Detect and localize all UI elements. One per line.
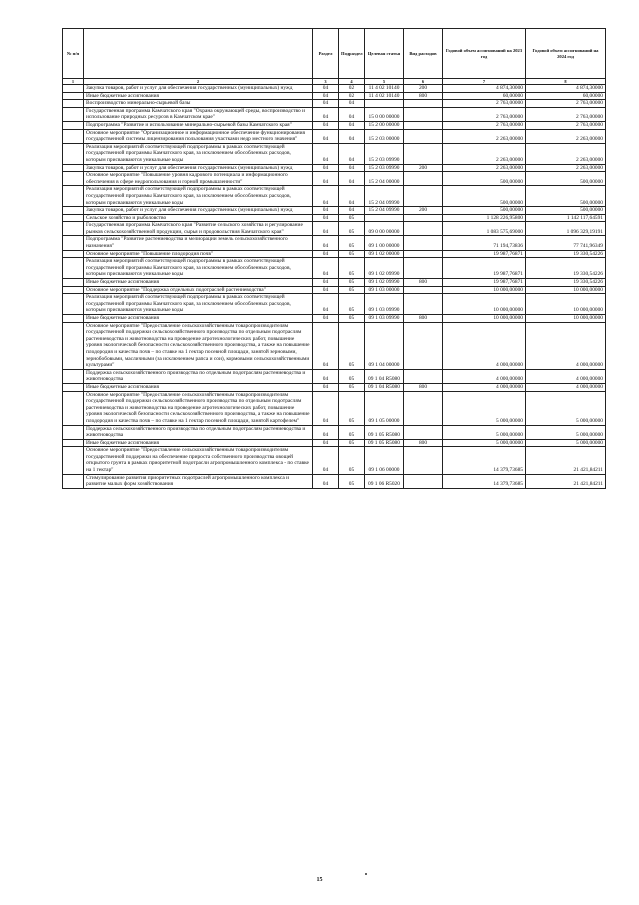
amount-2024-cell: 2 263,00000 xyxy=(526,164,606,172)
amount-2024-cell: 21 421,84211 xyxy=(526,447,606,474)
table-row xyxy=(63,186,606,207)
expense-type-cell xyxy=(404,143,443,164)
table-row xyxy=(63,286,606,294)
header-expense-type: Вид расходов xyxy=(404,29,443,79)
target-article-cell: 09 1 04 00000 xyxy=(365,322,404,369)
table-row xyxy=(63,100,606,108)
header-num: № п/п xyxy=(63,29,84,79)
row-name-cell: Иные бюджетные ассигнования xyxy=(84,92,313,100)
table-row xyxy=(63,236,606,250)
subsection-cell: 04 xyxy=(339,207,365,215)
subsection-cell: 04 xyxy=(339,129,365,143)
section-cell: 04 xyxy=(313,322,339,369)
row-number-cell xyxy=(63,121,84,129)
expense-type-cell xyxy=(404,186,443,207)
subsection-cell: 05 xyxy=(339,447,365,474)
subsection-cell: 05 xyxy=(339,369,365,383)
target-article-cell: 15 2 03 09990 xyxy=(365,143,404,164)
row-number-cell xyxy=(63,250,84,258)
budget-table xyxy=(62,28,606,489)
expense-type-cell xyxy=(404,100,443,108)
amount-2023-cell: 10 000,00000 xyxy=(443,294,526,315)
amount-2024-cell: 10 000,00000 xyxy=(526,286,606,294)
target-article-cell: 09 1 02 09990 xyxy=(365,258,404,279)
section-cell: 04 xyxy=(313,447,339,474)
section-cell: 04 xyxy=(313,186,339,207)
amount-2024-cell: 4 000,00000 xyxy=(526,322,606,369)
section-cell: 04 xyxy=(313,92,339,100)
table-row xyxy=(63,164,606,172)
col-number: 2 xyxy=(84,79,313,85)
table-row xyxy=(63,322,606,369)
target-article-cell: 09 1 03 09990 xyxy=(365,294,404,315)
scan-dot xyxy=(365,873,367,875)
table-row xyxy=(63,172,606,186)
row-name-cell: Иные бюджетные ассигнования xyxy=(84,279,313,287)
expense-type-cell xyxy=(404,107,443,121)
expense-type-cell xyxy=(404,322,443,369)
row-name-cell: Иные бюджетные ассигнования xyxy=(84,383,313,391)
amount-2024-cell: 5 000,00000 xyxy=(526,439,606,447)
amount-2024-cell: 1 142 117,64591 xyxy=(526,214,606,222)
table-row xyxy=(63,85,606,93)
amount-2023-cell: 2 263,00000 xyxy=(443,143,526,164)
target-article-cell: 09 1 06 00000 xyxy=(365,447,404,474)
target-article-cell: 09 1 00 00000 xyxy=(365,236,404,250)
row-number-cell xyxy=(63,222,84,236)
row-number-cell xyxy=(63,236,84,250)
expense-type-cell xyxy=(404,250,443,258)
amount-2023-cell: 4 000,00000 xyxy=(443,383,526,391)
section-cell: 04 xyxy=(313,315,339,323)
section-cell: 04 xyxy=(313,143,339,164)
amount-2023-cell: 4 874,30000 xyxy=(443,85,526,93)
header-amount-2023: Годовой объем ассигнований на 2023 год xyxy=(443,29,526,79)
col-number: 1 xyxy=(63,79,84,85)
row-name-cell: Иные бюджетные ассигнования xyxy=(84,439,313,447)
expense-type-cell xyxy=(404,214,443,222)
amount-2023-cell: 4 000,00000 xyxy=(443,369,526,383)
section-cell: 04 xyxy=(313,250,339,258)
amount-2023-cell: 10 000,00000 xyxy=(443,286,526,294)
section-cell: 04 xyxy=(313,383,339,391)
target-article-cell: 09 1 06 R5020 xyxy=(365,474,404,488)
row-name-cell: Реализация мероприятий соответствующей подпрограммы в рамках соответствующей государственной программы Камчатского края, за исключением обособленных расходов, которым присваиваются уникальные коды xyxy=(84,186,313,207)
subsection-cell: 04 xyxy=(339,172,365,186)
target-article-cell: 15 2 04 09990 xyxy=(365,207,404,215)
subsection-cell: 05 xyxy=(339,315,365,323)
row-number-cell xyxy=(63,85,84,93)
section-cell: 04 xyxy=(313,121,339,129)
subsection-cell: 04 xyxy=(339,100,365,108)
expense-type-cell xyxy=(404,172,443,186)
amount-2024-cell: 21 421,84211 xyxy=(526,474,606,488)
subsection-cell: 05 xyxy=(339,222,365,236)
row-name-cell: Закупка товаров, работ и услуг для обеспечения государственных (муниципальных) нужд xyxy=(84,164,313,172)
amount-2024-cell: 19 330,54226 xyxy=(526,279,606,287)
subsection-cell: 04 xyxy=(339,186,365,207)
amount-2024-cell: 1 096 329,19191 xyxy=(526,222,606,236)
amount-2023-cell: 19 987,76871 xyxy=(443,279,526,287)
row-number-cell xyxy=(63,286,84,294)
amount-2024-cell: 19 330,54226 xyxy=(526,250,606,258)
table-row xyxy=(63,207,606,215)
target-article-cell: 15 2 00 00000 xyxy=(365,121,404,129)
expense-type-cell xyxy=(404,391,443,425)
amount-2024-cell: 500,00000 xyxy=(526,186,606,207)
header-target-article: Целевая статья xyxy=(365,29,404,79)
target-article-cell: 09 1 02 00000 xyxy=(365,250,404,258)
section-cell: 04 xyxy=(313,425,339,439)
amount-2023-cell: 2 763,00000 xyxy=(443,107,526,121)
row-name-cell: Поддержка сельскохозяйственного производства по отдельным подотраслям растениеводства и животноводства xyxy=(84,425,313,439)
amount-2024-cell: 2 763,00000 xyxy=(526,121,606,129)
row-name-cell: Воспроизводство минерально-сырьевой базы xyxy=(84,100,313,108)
expense-type-cell: 200 xyxy=(404,207,443,215)
amount-2024-cell: 4 000,00000 xyxy=(526,383,606,391)
expense-type-cell xyxy=(404,236,443,250)
section-cell: 04 xyxy=(313,172,339,186)
table-row xyxy=(63,222,606,236)
amount-2023-cell: 1 083 575,69000 xyxy=(443,222,526,236)
section-cell: 04 xyxy=(313,391,339,425)
amount-2024-cell: 2 763,00000 xyxy=(526,107,606,121)
row-name-cell: Основное мероприятие "Предоставление сельскохозяйственным товаропроизводителям государственной поддержки сельскохозяйственного производства по отдельным подотраслям растениеводства и животноводства на проведение агротехнологических работ, повышение уровня экологической безопасности сельскохозяйственного производства, а также на повышение плодородия и качества почв – по ставке на 1 гектар посевной площади, занятой зерновыми, зернобобовыми, масличными (за исключением рапса и сои), кормовыми сельскохозяйственными культурами" xyxy=(84,322,313,369)
expense-type-cell xyxy=(404,369,443,383)
target-article-cell: 09 0 00 00000 xyxy=(365,222,404,236)
target-article-cell xyxy=(365,214,404,222)
row-name-cell: Иные бюджетные ассигнования xyxy=(84,315,313,323)
table-row xyxy=(63,92,606,100)
row-number-cell xyxy=(63,186,84,207)
expense-type-cell xyxy=(404,474,443,488)
row-number-cell xyxy=(63,383,84,391)
section-cell: 04 xyxy=(313,258,339,279)
target-article-cell: 15 0 00 00000 xyxy=(365,107,404,121)
amount-2023-cell: 60,00000 xyxy=(443,92,526,100)
row-name-cell: Реализация мероприятий соответствующей подпрограммы в рамках соответствующей государственной программы Камчатского края, за исключением обособленных расходов, которым присваиваются уникальные коды xyxy=(84,143,313,164)
table-row xyxy=(63,121,606,129)
target-article-cell: 11 4 02 10140 xyxy=(365,85,404,93)
target-article-cell: 09 1 05 R5080 xyxy=(365,439,404,447)
row-number-cell xyxy=(63,214,84,222)
amount-2024-cell: 2 263,00000 xyxy=(526,129,606,143)
col-number: 5 xyxy=(365,79,404,85)
subsection-cell: 04 xyxy=(339,143,365,164)
amount-2024-cell: 500,00000 xyxy=(526,207,606,215)
table-row xyxy=(63,383,606,391)
expense-type-cell xyxy=(404,129,443,143)
header-section: Раздел xyxy=(313,29,339,79)
amount-2024-cell: 60,00000 xyxy=(526,92,606,100)
subsection-cell: 05 xyxy=(339,236,365,250)
amount-2023-cell: 4 000,00000 xyxy=(443,322,526,369)
row-name-cell: Основное мероприятие "Организационное и информационное обеспечение функционирования государственной системы лицензирования пользования участками недр местного значения" xyxy=(84,129,313,143)
row-number-cell xyxy=(63,294,84,315)
row-name-cell: Основное мероприятие "Поддержка отдельных подотраслей растениеводства" xyxy=(84,286,313,294)
subsection-cell: 05 xyxy=(339,383,365,391)
subsection-cell: 05 xyxy=(339,322,365,369)
section-cell: 04 xyxy=(313,207,339,215)
subsection-cell: 02 xyxy=(339,85,365,93)
table-row xyxy=(63,279,606,287)
row-name-cell: Реализация мероприятий соответствующей подпрограммы в рамках соответствующей государственной программы Камчатского края, за исключением обособленных расходов, которым присваиваются уникальные коды xyxy=(84,258,313,279)
header-name xyxy=(84,29,313,79)
subsection-cell: 05 xyxy=(339,258,365,279)
row-number-cell xyxy=(63,391,84,425)
expense-type-cell: 200 xyxy=(404,164,443,172)
amount-2023-cell: 5 000,00000 xyxy=(443,425,526,439)
amount-2023-cell: 14 379,73685 xyxy=(443,474,526,488)
expense-type-cell xyxy=(404,294,443,315)
subsection-cell: 04 xyxy=(339,107,365,121)
table-row xyxy=(63,315,606,323)
amount-2023-cell: 2 763,00000 xyxy=(443,121,526,129)
col-number: 7 xyxy=(443,79,526,85)
target-article-cell: 15 2 04 09990 xyxy=(365,186,404,207)
section-cell: 04 xyxy=(313,439,339,447)
amount-2023-cell: 500,00000 xyxy=(443,207,526,215)
col-number: 6 xyxy=(404,79,443,85)
row-name-cell: Закупка товаров, работ и услуг для обеспечения государственных (муниципальных) нужд xyxy=(84,207,313,215)
row-name-cell: Основное мероприятие "Предоставление сельскохозяйственным товаропроизводителям государственной поддержки сельскохозяйственного производства по отдельным подотраслям растениеводства и животноводства на проведение агротехнологических работ, повышение уровня экологической безопасности сельскохозяйственного производства, а также на повышение плодородия и качества почв – по ставке на 1 гектар посевной площади, занятой картофелем" xyxy=(84,391,313,425)
target-article-cell: 09 1 04 R5080 xyxy=(365,369,404,383)
row-name-cell: Основное мероприятие "Повышение уровня кадрового потенциала и информационного обеспечения в сфере недропользования и горной промышленности" xyxy=(84,172,313,186)
expense-type-cell: 200 xyxy=(404,85,443,93)
table-row xyxy=(63,439,606,447)
col-number: 8 xyxy=(526,79,606,85)
row-name-cell: Сельское хозяйство и рыболовство xyxy=(84,214,313,222)
table-row xyxy=(63,143,606,164)
row-number-cell xyxy=(63,164,84,172)
row-name-cell: Стимулирование развития приоритетных подотраслей агропромышленного комплекса и развитие малых форм хозяйствования xyxy=(84,474,313,488)
expense-type-cell xyxy=(404,222,443,236)
section-cell: 04 xyxy=(313,369,339,383)
amount-2023-cell: 500,00000 xyxy=(443,172,526,186)
subsection-cell: 05 xyxy=(339,294,365,315)
amount-2023-cell: 2 263,00000 xyxy=(443,164,526,172)
target-article-cell: 09 1 03 00000 xyxy=(365,286,404,294)
table-header-row xyxy=(63,29,606,79)
amount-2024-cell: 5 000,00000 xyxy=(526,425,606,439)
row-number-cell xyxy=(63,143,84,164)
subsection-cell: 05 xyxy=(339,391,365,425)
col-number: 3 xyxy=(313,79,339,85)
amount-2023-cell: 71 194,73836 xyxy=(443,236,526,250)
expense-type-cell: 800 xyxy=(404,315,443,323)
expense-type-cell xyxy=(404,258,443,279)
amount-2023-cell: 1 128 226,95800 xyxy=(443,214,526,222)
amount-2024-cell: 5 000,00000 xyxy=(526,391,606,425)
table-row xyxy=(63,107,606,121)
table-row xyxy=(63,258,606,279)
target-article-cell: 15 2 04 00000 xyxy=(365,172,404,186)
section-cell: 04 xyxy=(313,100,339,108)
row-number-cell xyxy=(63,474,84,488)
row-name-cell: Государственная программа Камчатского края "Развитие сельского хозяйства и регулирование рынков сельскохозяйственной продукции, сырья и продовольствия Камчатского края" xyxy=(84,222,313,236)
row-name-cell: Поддержка сельскохозяйственного производства по отдельным подотраслям растениеводства и животноводства xyxy=(84,369,313,383)
amount-2023-cell: 10 000,00000 xyxy=(443,315,526,323)
expense-type-cell xyxy=(404,286,443,294)
expense-type-cell xyxy=(404,121,443,129)
row-number-cell xyxy=(63,207,84,215)
subsection-cell: 05 xyxy=(339,286,365,294)
row-number-cell xyxy=(63,92,84,100)
section-cell: 04 xyxy=(313,222,339,236)
table-row xyxy=(63,391,606,425)
amount-2024-cell: 77 741,96349 xyxy=(526,236,606,250)
row-name-cell: Подпрограмма "Развитие и использование минерально-сырьевой базы Камчатского края" xyxy=(84,121,313,129)
amount-2023-cell: 5 000,00000 xyxy=(443,391,526,425)
amount-2023-cell: 2 263,00000 xyxy=(443,129,526,143)
row-name-cell: Закупка товаров, работ и услуг для обеспечения государственных (муниципальных) нужд xyxy=(84,85,313,93)
section-cell: 04 xyxy=(313,279,339,287)
section-cell: 04 xyxy=(313,214,339,222)
subsection-cell: 05 xyxy=(339,425,365,439)
section-cell: 04 xyxy=(313,129,339,143)
target-article-cell: 11 4 02 10140 xyxy=(365,92,404,100)
table-row xyxy=(63,474,606,488)
amount-2023-cell: 500,00000 xyxy=(443,186,526,207)
subsection-cell: 05 xyxy=(339,439,365,447)
subsection-cell: 05 xyxy=(339,279,365,287)
target-article-cell: 09 1 05 00000 xyxy=(365,391,404,425)
section-cell: 04 xyxy=(313,236,339,250)
table-row xyxy=(63,129,606,143)
row-name-cell: Основное мероприятие "Предоставление сельскохозяйственным товаропроизводителям государственной поддержки на обеспечение прироста собственного производства овощей открытого грунта в рамках приоритетной подотрасли агропромышленного комплекса - по ставке на 1 гектар" xyxy=(84,447,313,474)
expense-type-cell: 800 xyxy=(404,383,443,391)
header-amount-2024: Годовой объем ассигнований на 2024 год xyxy=(526,29,606,79)
amount-2024-cell: 500,00000 xyxy=(526,172,606,186)
target-article-cell: 09 1 05 R5080 xyxy=(365,425,404,439)
expense-type-cell: 800 xyxy=(404,439,443,447)
amount-2024-cell: 19 330,54226 xyxy=(526,258,606,279)
subsection-cell: 05 xyxy=(339,214,365,222)
target-article-cell: 09 1 03 09990 xyxy=(365,315,404,323)
amount-2023-cell: 19 987,76871 xyxy=(443,258,526,279)
section-cell: 04 xyxy=(313,294,339,315)
table-row xyxy=(63,369,606,383)
subsection-cell: 02 xyxy=(339,92,365,100)
amount-2023-cell: 2 763,00000 xyxy=(443,100,526,108)
amount-2024-cell: 4 874,30000 xyxy=(526,85,606,93)
col-number: 4 xyxy=(339,79,365,85)
row-number-cell xyxy=(63,100,84,108)
row-name-cell: Реализация мероприятий соответствующей подпрограммы в рамках соответствующей государственной программы Камчатского края, за исключением обособленных расходов, которым присваиваются уникальные коды xyxy=(84,294,313,315)
row-name-cell: Основное мероприятие "Повышение плодородия почв" xyxy=(84,250,313,258)
target-article-cell: 09 1 02 09990 xyxy=(365,279,404,287)
section-cell: 04 xyxy=(313,286,339,294)
subsection-cell: 04 xyxy=(339,121,365,129)
row-number-cell xyxy=(63,107,84,121)
section-cell: 04 xyxy=(313,474,339,488)
target-article-cell: 15 2 03 09990 xyxy=(365,164,404,172)
header-subsection: Подраздел xyxy=(339,29,365,79)
row-number-cell xyxy=(63,369,84,383)
amount-2024-cell: 4 000,00000 xyxy=(526,369,606,383)
row-number-cell xyxy=(63,447,84,474)
amount-2024-cell: 2 263,00000 xyxy=(526,143,606,164)
row-number-cell xyxy=(63,425,84,439)
row-number-cell xyxy=(63,322,84,369)
subsection-cell: 05 xyxy=(339,250,365,258)
expense-type-cell xyxy=(404,425,443,439)
expense-type-cell: 800 xyxy=(404,92,443,100)
amount-2023-cell: 5 000,00000 xyxy=(443,439,526,447)
row-number-cell xyxy=(63,279,84,287)
target-article-cell: 15 2 03 00000 xyxy=(365,129,404,143)
expense-type-cell: 800 xyxy=(404,279,443,287)
row-number-cell xyxy=(63,439,84,447)
table-row xyxy=(63,250,606,258)
target-article-cell: 09 1 04 R5080 xyxy=(365,383,404,391)
subsection-cell: 05 xyxy=(339,474,365,488)
row-number-cell xyxy=(63,258,84,279)
row-name-cell: Государственная программа Камчатского края "Охрана окружающей среды, воспроизводство и использование природных ресурсов в Камчатском крае" xyxy=(84,107,313,121)
row-number-cell xyxy=(63,172,84,186)
section-cell: 04 xyxy=(313,85,339,93)
section-cell: 04 xyxy=(313,107,339,121)
expense-type-cell xyxy=(404,447,443,474)
amount-2024-cell: 10 000,00000 xyxy=(526,294,606,315)
target-article-cell xyxy=(365,100,404,108)
amount-2023-cell: 19 987,76871 xyxy=(443,250,526,258)
row-name-cell: Подпрограмма "Развитие растениеводства и мелиорации земель сельскохозяйственного назначения" xyxy=(84,236,313,250)
amount-2023-cell: 14 379,73685 xyxy=(443,447,526,474)
section-cell: 04 xyxy=(313,164,339,172)
table-row xyxy=(63,214,606,222)
page-number: 15 xyxy=(316,877,323,883)
table-row xyxy=(63,294,606,315)
row-number-cell xyxy=(63,129,84,143)
table-row xyxy=(63,447,606,474)
subsection-cell: 04 xyxy=(339,164,365,172)
amount-2024-cell: 10 000,00000 xyxy=(526,315,606,323)
table-row xyxy=(63,425,606,439)
amount-2024-cell: 2 763,00000 xyxy=(526,100,606,108)
row-number-cell xyxy=(63,315,84,323)
